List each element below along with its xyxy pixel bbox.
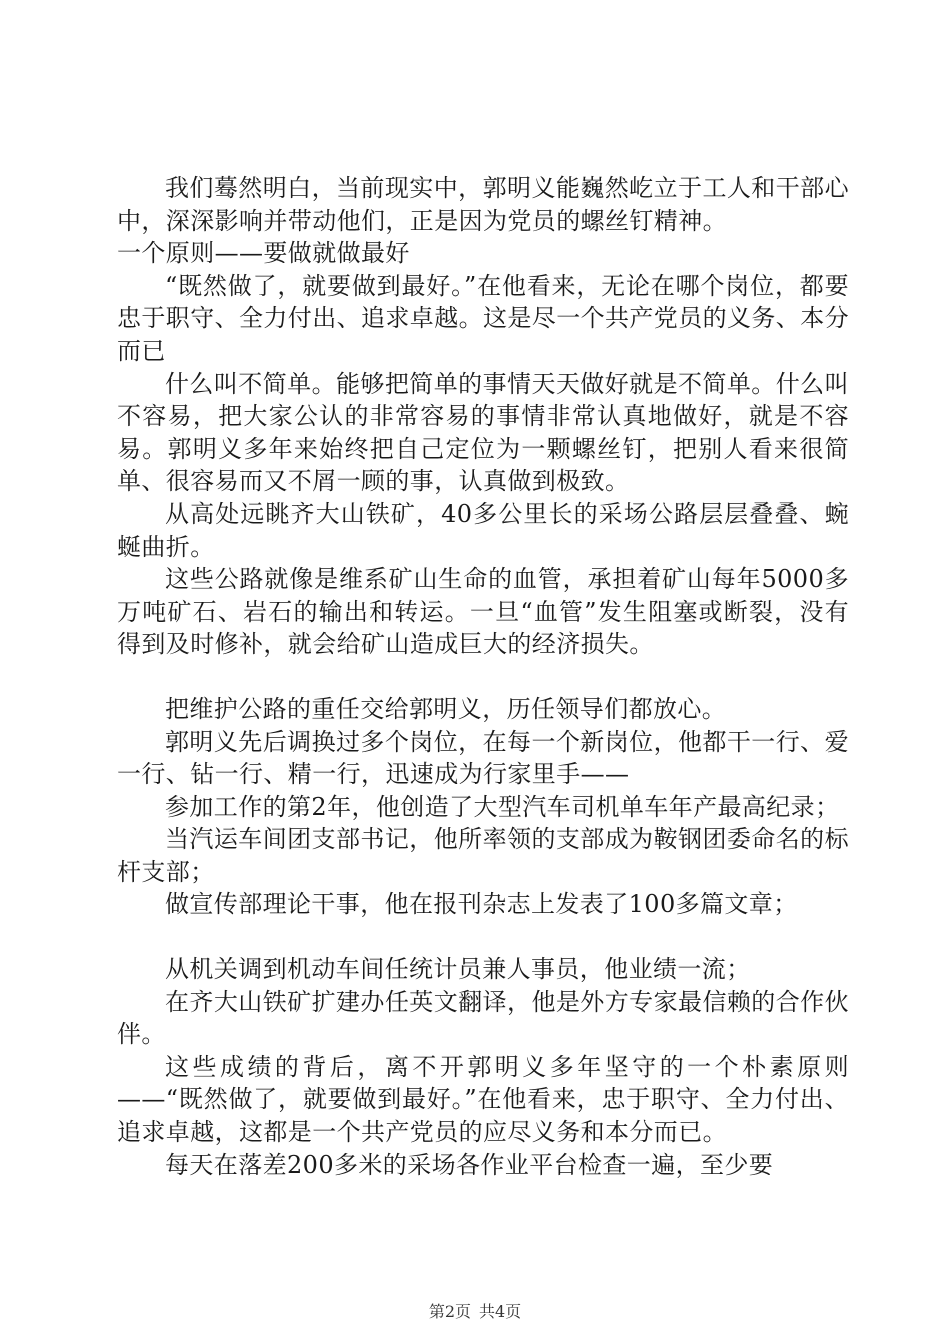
paragraph: 从高处远眺齐大山铁矿，40多公里长的采场公路层层叠叠、蜿蜒曲折。 xyxy=(117,499,849,561)
paragraph: 什么叫不简单。能够把简单的事情天天做好就是不简单。什么叫不容易，把大家公认的非常容易的事情非常认真地做好，就是不容易。郭明义多年来始终把自己定位为一颗螺丝钉，把别人看来很简单、很容易而又不屑一顾的事，认真做到极致。 xyxy=(117,369,849,496)
page-footer xyxy=(0,1302,950,1322)
document-body xyxy=(117,172,849,1181)
paragraph: 当汽运车间团支部书记，他所率领的支部成为鞍钢团委命名的标杆支部； xyxy=(117,825,849,886)
section-heading: 一个原则——要做就做最好 xyxy=(117,239,410,268)
paragraph: 郭明义先后调换过多个岗位，在每一个新岗位，他都干一行、爱一行、钻一行、精一行，迅速成为行家里手—— xyxy=(117,727,849,789)
paragraph: 在齐大山铁矿扩建办任英文翻译，他是外方专家最信赖的合作伙伴。 xyxy=(117,987,849,1049)
page-number: 第2页 xyxy=(428,1302,471,1321)
paragraph: 我们蓦然明白，当前现实中，郭明义能巍然屹立于工人和干部心中，深深影响并带动他们，正是因为党员的螺丝钉精神。 xyxy=(117,174,849,235)
paragraph: “既然做了，就要做到最好。”在他看来，无论在哪个岗位，都要忠于职守、全力付出、追求卓越。这是尽一个共产党员的义务、本分而已 xyxy=(117,271,849,365)
paragraph: 参加工作的第2年，他创造了大型汽车司机单车年产最高纪录； xyxy=(165,792,840,821)
paragraph: 每天在落差200多米的采场各作业平台检查一遍，至少要 xyxy=(165,1150,774,1179)
paragraph: 这些公路就像是维系矿山生命的血管，承担着矿山每年5000多万吨矿石、岩石的输出和转运。一旦“血管”发生阻塞或断裂，没有得到及时修补，就会给矿山造成巨大的经济损失。 xyxy=(117,565,849,659)
paragraph: 做宣传部理论干事，他在报刊杂志上发表了100多篇文章； xyxy=(165,890,798,919)
page-total: 共4页 xyxy=(479,1302,522,1321)
paragraph: 从机关调到机动车间任统计员兼人事员，他业绩一流； xyxy=(165,955,751,984)
paragraph: 把维护公路的重任交给郭明义，历任领导们都放心。 xyxy=(165,694,727,723)
paragraph: 这些成绩的背后，离不开郭明义多年坚守的一个朴素原则——“既然做了，就要做到最好。”在他看来，忠于职守、全力付出、追求卓越，这都是一个共产党员的应尽义务和本分而已。 xyxy=(117,1052,849,1147)
